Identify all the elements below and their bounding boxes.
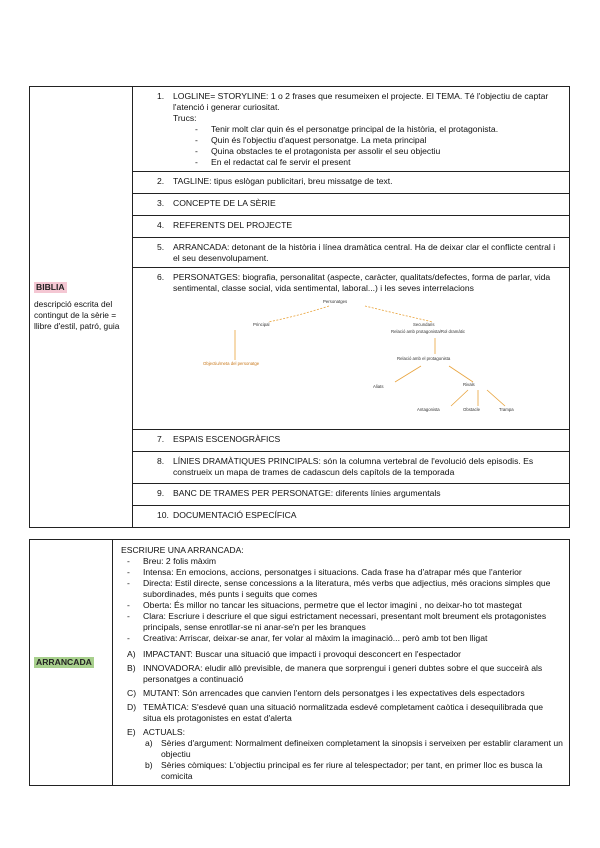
biblia-item-7: 7. ESPAIS ESCENOGRÀFICS [133, 430, 570, 452]
arrancada-bullet: - Clara: Escriure i descriure el que sigui estrictament necessari, presentant molt breument els protagonistes principals, sense enrotllar-se ni anar-se'n per les branques [127, 611, 547, 632]
arrancada-bullet: - Breu: 2 folis màxim [127, 556, 217, 566]
biblia-item-6: 6. PERSONATGES: biografia, personalitat (aspecte, caràcter, qualitats/defectes, forma de parlar, vida sentimental, classe social, vida sentimental, laboral...) i les seves interrelacions Personatges Principal Secundaris Relació amb protagonista/Rol dramàtic Objectiu/meta del personatge Relació amb el protagonista Aliats Rivals Antagonista Obstacle Trampa [133, 268, 570, 430]
arrancada-type: A) IMPACTANT: Buscar una situació que impacti i provoqui desconcert en l'espectador [127, 649, 462, 659]
arrow-r1 [451, 390, 468, 406]
arrancada-type: B) INNOVADORA: eludir allò previsible, de manera que sorprengui i generi dubtes sobre el que succeirà als personatges a continuació [127, 663, 543, 684]
arrancada-table [29, 539, 570, 786]
biblia-description: descripció escrita del contingut de la sèrie = llibre d'estil, patró, guia [34, 298, 120, 332]
biblia-label: BIBLIA [36, 281, 65, 292]
biblia-item-5: 5. ARRANCADA: detonant de la història i línea dramàtica central. Ha de deixar clar el conflicte central i el seu desenvolupament. [133, 238, 570, 268]
biblia-item-1 [133, 87, 570, 172]
item-number: 1. [157, 91, 165, 101]
diagram-right: Secundaris [413, 322, 435, 327]
biblia-item-2: 2. TAGLINE: tipus eslògan publicitari, breu missatge de text. [133, 172, 570, 194]
arrancada-type: C) MUTANT: Són arrencades que canvien l'entorn dels personatges i les expectatives dels espectadors [127, 688, 525, 698]
trucs-label: Trucs: [173, 113, 197, 123]
arrancada-type: D) TEMÀTICA: S'esdevé quan una situació normalitzada esdevé completament caòtica i desequilibrada que situa els protagonistes en estat d'alerta [127, 702, 544, 723]
arrancada-content [113, 540, 570, 786]
biblia-item-8: 8. LÍNIES DRAMÀTIQUES PRINCIPALS: són la columna vertebral de l'evolució dels episodis. Es construeix un mapa de trames de cadascun dels capítols de la temporada [133, 452, 570, 484]
diagram-left: Principal [253, 322, 270, 327]
truc-item: - Tenir molt clar quin és el personatge principal de la història, el protagonista. [195, 124, 499, 134]
arrow-rivals [449, 366, 473, 382]
arrancada-type: E) ACTUALS: [127, 727, 186, 737]
arrancada-bullet: - Directa: Estil directe, sense concessions a la literatura, més verbs que adjectius, més oracions simples que subordinades, més punts i seguits que comes [127, 578, 551, 599]
diagram-relation: Relació amb el protagonista [397, 356, 451, 361]
arrow-left [268, 306, 329, 322]
diagram-r3: Trampa [499, 407, 514, 412]
diagram-aliats: Aliats [373, 384, 384, 389]
arrancada-bullet: - Creativa: Arriscar, deixar-se anar, fer volar al màxim la imaginació... però amb tot ben lligat [127, 633, 488, 643]
actuals-item: b) Sèries còmiques: L'objectiu principal es fer riure al telespectador; per tant, en primer lloc es busca la comicita [145, 760, 543, 781]
diagram-r2: Obstacle [463, 407, 480, 412]
arrancada-title: ESCRIURE UNA ARRANCADA: [121, 545, 244, 555]
item-text: LOGLINE= STORYLINE: 1 o 2 frases que resumeixen el projecte. El TEMA. Té l'objectiu de captar l'atenció i generar curiositat. [173, 91, 549, 112]
arrow-r3 [487, 390, 505, 406]
biblia-label-cell [30, 87, 133, 528]
biblia-item-3: 3. CONCEPTE DE LA SÈRIE [133, 194, 570, 216]
arrow-right [365, 306, 433, 322]
arrancada-label: ARRANCADA [36, 656, 92, 667]
actuals-item: a) Sèries d'argument: Normalment defineixen completament la sinopsis i serveixen per establir clarament un objectiu [145, 738, 563, 759]
arrancada-bullet: - Intensa: En emocions, accions, personatges i situacions. Cada frase ha d'atrapar més que l'anterior [127, 567, 522, 577]
truc-item: - En el redactat cal fe servir el present [195, 157, 351, 167]
diagram-left-sub: Objectiu/meta del personatge [203, 361, 260, 366]
arrancada-label-cell [30, 540, 113, 786]
arrow-aliats [395, 366, 421, 382]
arrancada-bullet: - Oberta: És millor no tancar les situacions, permetre que el lector imagini , no deixar-ho tot mastegat [127, 600, 522, 610]
biblia-table [29, 86, 570, 528]
character-diagram [173, 298, 563, 412]
diagram-arrows [173, 298, 573, 412]
biblia-item-10: 10. DOCUMENTACIÓ ESPECÍFICA [133, 506, 570, 528]
truc-item: - Quin és l'objectiu d'aquest personatge. La meta principal [195, 135, 427, 145]
diagram-r1: Antagonista [417, 407, 440, 412]
diagram-right-sub: Relació amb protagonista/Rol dramàtic [391, 329, 466, 334]
diagram-top: Personatges [323, 299, 348, 304]
biblia-item-4: 4. REFERENTS DEL PROJECTE [133, 216, 570, 238]
truc-item: - Quina obstacles te el protagonista per assolir el seu objectiu [195, 146, 441, 156]
biblia-item-9: 9. BANC DE TRAMES PER PERSONATGE: diferents línies argumentals [133, 484, 570, 506]
diagram-rivals: Rivals [463, 382, 475, 387]
